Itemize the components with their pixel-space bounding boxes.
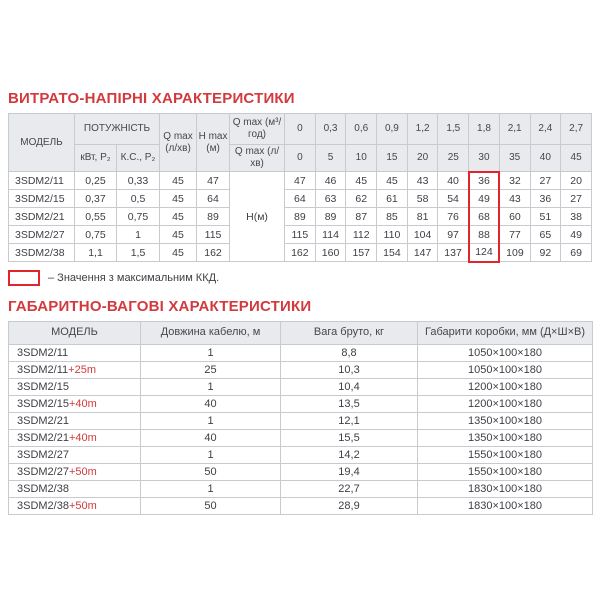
head-value-cell: 69 (561, 244, 592, 262)
head-value-cell: 20 (561, 172, 592, 190)
dimensions-row (9, 344, 593, 361)
head-units-cell: Н(м) (230, 172, 285, 262)
head-value-cell: 43 (499, 190, 530, 208)
model-cell: 3SDM2/38 (9, 244, 75, 262)
head-value-cell: 27 (530, 172, 561, 190)
box-dimensions-cell: 1830×100×180 (418, 497, 593, 514)
hmax-cell: 115 (197, 226, 230, 244)
dimensions-table-header (9, 321, 593, 344)
dimensions-weight-table (8, 321, 593, 515)
head-value-cell: 49 (561, 226, 592, 244)
power-hp-cell: 0,75 (117, 208, 160, 226)
gross-weight-cell: 10,4 (281, 378, 418, 395)
model-cell: 3SDM2/11 (9, 172, 75, 190)
model-cable-suffix: +40m (68, 397, 97, 410)
model-base: 3SDM2/38 (17, 482, 69, 495)
flow-m3h-header-cell: 0,6 (346, 114, 377, 145)
gross-weight-cell: 22,7 (281, 480, 418, 497)
dimensions-row (9, 395, 593, 412)
head-value-cell: 65 (530, 226, 561, 244)
head-value-cell: 51 (530, 208, 561, 226)
head-value-cell: 110 (377, 226, 408, 244)
head-value-cell: 137 (438, 244, 469, 262)
head-value-cell: 115 (285, 226, 316, 244)
dimensions-column-header: МОДЕЛЬ (9, 321, 141, 344)
head-value-cell: 157 (346, 244, 377, 262)
cable-length-cell: 1 (141, 446, 281, 463)
head-value-cell: 40 (438, 172, 469, 190)
flow-lmin-header-cell: 25 (438, 145, 469, 172)
box-dimensions-cell: 1200×100×180 (418, 395, 593, 412)
model-cell: 3SDM2/21 (9, 208, 75, 226)
dimensions-column-header: Вага бруто, кг (281, 321, 418, 344)
model-cell (9, 429, 141, 446)
head-value-cell: 160 (315, 244, 346, 262)
power-kw-cell: 0,55 (75, 208, 117, 226)
model-cell (9, 446, 141, 463)
qmax-lmin-column-header: Q max (л/хв) (160, 114, 197, 172)
dimensions-row (9, 361, 593, 378)
head-value-cell: 60 (499, 208, 530, 226)
box-dimensions-cell: 1550×100×180 (418, 446, 593, 463)
box-dimensions-cell: 1350×100×180 (418, 412, 593, 429)
pump-curve-row (9, 244, 592, 262)
model-cable-suffix: +40m (68, 431, 97, 444)
flow-m3h-header-cell: 0,3 (315, 114, 346, 145)
dimensions-row (9, 429, 593, 446)
model-cell: 3SDM2/15 (9, 190, 75, 208)
gross-weight-cell: 14,2 (281, 446, 418, 463)
box-dimensions-cell: 1050×100×180 (418, 361, 593, 378)
power-column-header: ПОТУЖНІСТЬ (75, 114, 160, 145)
qmax-cell: 45 (160, 244, 197, 262)
cable-length-cell: 25 (141, 361, 281, 378)
head-value-cell: 89 (315, 208, 346, 226)
model-base: 3SDM2/38 (17, 499, 69, 512)
head-value-cell: 97 (438, 226, 469, 244)
hmax-cell: 47 (197, 172, 230, 190)
head-value-cell: 88 (469, 226, 500, 244)
head-value-cell: 68 (469, 208, 500, 226)
model-cell (9, 361, 141, 378)
model-cell (9, 463, 141, 480)
power-kw-cell: 0,37 (75, 190, 117, 208)
cable-length-cell: 1 (141, 412, 281, 429)
model-cable-suffix: +50m (68, 465, 97, 478)
flow-lmin-header-cell: 0 (285, 145, 316, 172)
power-hp-header: К.С., P₂ (117, 145, 160, 172)
flow-m3h-header-cell: 0,9 (377, 114, 408, 145)
model-column-header: МОДЕЛЬ (9, 114, 75, 172)
model-base: 3SDM2/11 (17, 346, 69, 359)
head-value-cell: 45 (377, 172, 408, 190)
box-dimensions-cell: 1050×100×180 (418, 344, 593, 361)
max-efficiency-highlight-swatch (8, 270, 40, 286)
flow-head-table (8, 113, 592, 263)
qmax-cell: 45 (160, 172, 197, 190)
dimensions-section-title: ГАБАРИТНО-ВАГОВІ ХАРАКТЕРИСТИКИ (8, 297, 312, 315)
flow-lmin-header-cell: 30 (469, 145, 500, 172)
power-hp-cell: 0,5 (117, 190, 160, 208)
power-kw-header: кВт, P₂ (75, 145, 117, 172)
cable-length-cell: 40 (141, 395, 281, 412)
gross-weight-cell: 8,8 (281, 344, 418, 361)
model-cell (9, 344, 141, 361)
head-value-cell: 162 (285, 244, 316, 262)
flow-m3h-header-cell: 1,5 (438, 114, 469, 145)
qmax-cell: 45 (160, 208, 197, 226)
head-value-cell: 147 (407, 244, 438, 262)
power-hp-cell: 0,33 (117, 172, 160, 190)
model-base: 3SDM2/15 (17, 380, 69, 393)
max-efficiency-legend (8, 270, 592, 286)
head-value-cell: 154 (377, 244, 408, 262)
head-value-cell: 109 (499, 244, 530, 262)
head-value-cell: 54 (438, 190, 469, 208)
power-kw-cell: 1,1 (75, 244, 117, 262)
gross-weight-cell: 10,3 (281, 361, 418, 378)
gross-weight-cell: 13,5 (281, 395, 418, 412)
box-dimensions-cell: 1200×100×180 (418, 378, 593, 395)
flow-lmin-header-cell: 20 (407, 145, 438, 172)
model-cell: 3SDM2/27 (9, 226, 75, 244)
head-value-cell: 64 (285, 190, 316, 208)
flow-lmin-header-cell: 5 (315, 145, 346, 172)
model-cell (9, 395, 141, 412)
hmax-column-header: H max (м) (197, 114, 230, 172)
dimensions-column-header: Довжина кабелю, м (141, 321, 281, 344)
pump-curve-row (9, 208, 592, 226)
head-value-cell: 36 (469, 172, 500, 190)
model-cell (9, 497, 141, 514)
dimensions-row (9, 480, 593, 497)
box-dimensions-cell: 1550×100×180 (418, 463, 593, 480)
head-value-cell: 85 (377, 208, 408, 226)
qmax-cell: 45 (160, 190, 197, 208)
power-hp-cell: 1 (117, 226, 160, 244)
qmax-cell: 45 (160, 226, 197, 244)
flow-lmin-header-cell: 45 (561, 145, 592, 172)
cable-length-cell: 1 (141, 378, 281, 395)
legend-text: – Значення з максимальним ККД. (48, 271, 220, 284)
model-cell (9, 378, 141, 395)
flow-m3h-header-cell: 2,4 (530, 114, 561, 145)
flow-head-section-title: ВИТРАТО-НАПІРНІ ХАРАКТЕРИСТИКИ (8, 90, 295, 107)
flow-head-table-header (9, 114, 592, 172)
flow-lmin-label: Q max (л/хв) (230, 145, 285, 172)
gross-weight-cell: 19,4 (281, 463, 418, 480)
box-dimensions-cell: 1830×100×180 (418, 480, 593, 497)
model-base: 3SDM2/21 (17, 431, 69, 444)
head-value-cell: 77 (499, 226, 530, 244)
cable-length-cell: 1 (141, 480, 281, 497)
dimensions-row (9, 463, 593, 480)
power-hp-cell: 1,5 (117, 244, 160, 262)
model-base: 3SDM2/21 (17, 414, 69, 427)
head-value-cell: 45 (346, 172, 377, 190)
head-value-cell: 76 (438, 208, 469, 226)
pump-curve-row (9, 190, 592, 208)
gross-weight-cell: 12,1 (281, 412, 418, 429)
hmax-cell: 89 (197, 208, 230, 226)
flow-lmin-header-cell: 35 (499, 145, 530, 172)
hmax-cell: 64 (197, 190, 230, 208)
flow-head-table-body (9, 172, 592, 262)
head-value-cell: 32 (499, 172, 530, 190)
head-value-cell: 49 (469, 190, 500, 208)
head-value-cell: 89 (285, 208, 316, 226)
head-value-cell: 61 (377, 190, 408, 208)
head-value-cell: 36 (530, 190, 561, 208)
head-value-cell: 63 (315, 190, 346, 208)
head-value-cell: 47 (285, 172, 316, 190)
model-base: 3SDM2/27 (17, 448, 69, 461)
head-value-cell: 58 (407, 190, 438, 208)
dimensions-row (9, 412, 593, 429)
dimensions-row (9, 446, 593, 463)
hmax-cell: 162 (197, 244, 230, 262)
flow-m3h-header-cell: 1,8 (469, 114, 500, 145)
cable-length-cell: 40 (141, 429, 281, 446)
dimensions-column-header: Габарити коробки, мм (Д×Ш×В) (418, 321, 593, 344)
box-dimensions-cell: 1350×100×180 (418, 429, 593, 446)
flow-m3h-header-cell: 1,2 (407, 114, 438, 145)
gross-weight-cell: 15,5 (281, 429, 418, 446)
model-base: 3SDM2/15 (17, 397, 69, 410)
head-value-cell: 112 (346, 226, 377, 244)
power-kw-cell: 0,75 (75, 226, 117, 244)
flow-lmin-header-cell: 40 (530, 145, 561, 172)
head-value-cell: 62 (346, 190, 377, 208)
flow-lmin-header-cell: 15 (377, 145, 408, 172)
cable-length-cell: 50 (141, 463, 281, 480)
gross-weight-cell: 28,9 (281, 497, 418, 514)
dimensions-table-body (9, 344, 593, 514)
head-value-cell: 92 (530, 244, 561, 262)
head-value-cell: 43 (407, 172, 438, 190)
model-cell (9, 412, 141, 429)
head-value-cell: 27 (561, 190, 592, 208)
flow-m3h-header-cell: 0 (285, 114, 316, 145)
pump-curve-row (9, 226, 592, 244)
flow-m3h-header-cell: 2,1 (499, 114, 530, 145)
model-cable-suffix: +50m (68, 499, 97, 512)
head-value-cell: 81 (407, 208, 438, 226)
head-value-cell: 38 (561, 208, 592, 226)
flow-m3h-header-cell: 2,7 (561, 114, 592, 145)
head-value-cell: 87 (346, 208, 377, 226)
head-value-cell: 124 (469, 244, 500, 262)
flow-lmin-header-cell: 10 (346, 145, 377, 172)
model-cable-suffix: +25m (68, 363, 96, 376)
head-value-cell: 104 (407, 226, 438, 244)
pump-curve-row (9, 172, 592, 190)
cable-length-cell: 50 (141, 497, 281, 514)
flow-m3h-label: Q max (м³/год) (230, 114, 285, 145)
model-base: 3SDM2/11 (17, 363, 69, 376)
head-value-cell: 46 (315, 172, 346, 190)
model-base: 3SDM2/27 (17, 465, 69, 478)
dimensions-row (9, 378, 593, 395)
model-cell (9, 480, 141, 497)
cable-length-cell: 1 (141, 344, 281, 361)
power-kw-cell: 0,25 (75, 172, 117, 190)
head-value-cell: 114 (315, 226, 346, 244)
dimensions-row (9, 497, 593, 514)
